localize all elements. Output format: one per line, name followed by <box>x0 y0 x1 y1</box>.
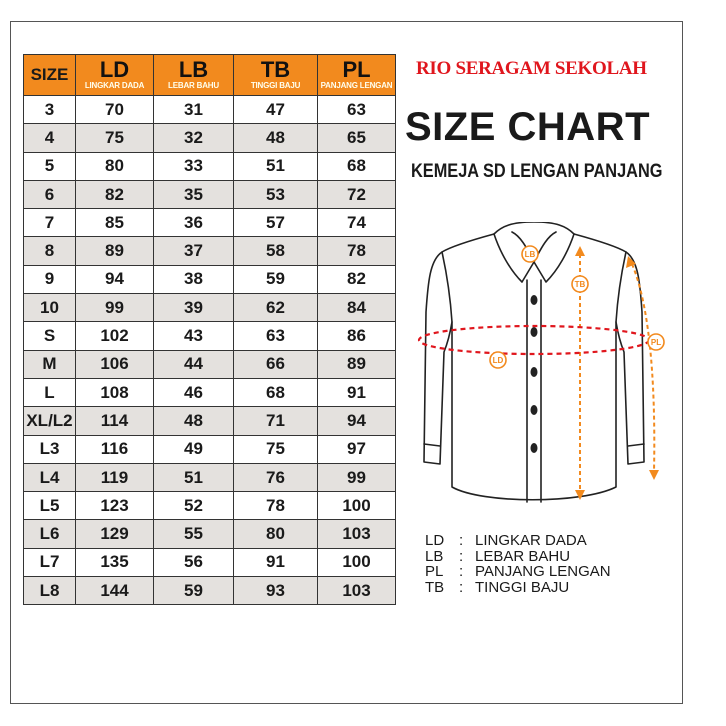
header-code: TB <box>260 57 291 82</box>
table-row <box>24 265 396 293</box>
table-row <box>24 492 396 520</box>
value-cell: 53 <box>234 180 318 208</box>
table-row <box>24 378 396 406</box>
header-ld <box>76 55 154 96</box>
value-cell: 47 <box>234 96 318 124</box>
value-cell: 89 <box>318 350 396 378</box>
table-row <box>24 152 396 180</box>
header-row <box>24 55 396 96</box>
value-cell: 84 <box>318 294 396 322</box>
ld-badge <box>490 352 506 368</box>
header-sub: LINGKAR DADA <box>84 81 145 90</box>
header-lb <box>154 55 234 96</box>
header-code: LD <box>99 57 130 82</box>
value-cell: 116 <box>76 435 154 463</box>
size-cell: 10 <box>24 294 76 322</box>
value-cell: 80 <box>234 520 318 548</box>
value-cell: 75 <box>234 435 318 463</box>
pl-arrow-head-bottom <box>649 470 659 480</box>
size-cell: 7 <box>24 209 76 237</box>
size-cell: L4 <box>24 463 76 491</box>
tb-badge <box>572 276 588 292</box>
value-cell: 71 <box>234 407 318 435</box>
size-cell: L6 <box>24 520 76 548</box>
value-cell: 51 <box>154 463 234 491</box>
page-title: SIZE CHART <box>405 105 650 149</box>
shirt-diagram <box>412 222 674 512</box>
value-cell: 129 <box>76 520 154 548</box>
legend-sep: : <box>459 547 464 565</box>
legend-value: TINGGI BAJU <box>475 578 570 596</box>
value-cell: 44 <box>154 350 234 378</box>
ld-badge-label: LD <box>492 356 504 365</box>
value-cell: 63 <box>318 96 396 124</box>
size-cell: 6 <box>24 180 76 208</box>
value-cell: 58 <box>234 237 318 265</box>
value-cell: 114 <box>76 407 154 435</box>
legend-row <box>425 549 611 565</box>
table-row <box>24 96 396 124</box>
value-cell: 56 <box>154 548 234 576</box>
header-sub: PANJANG LENGAN <box>320 81 393 90</box>
size-cell: 4 <box>24 124 76 152</box>
legend-sep: : <box>459 563 464 580</box>
table-row <box>24 548 396 576</box>
legend-row <box>425 533 611 549</box>
legend-sep: : <box>459 532 464 549</box>
value-cell: 68 <box>318 152 396 180</box>
size-cell: L5 <box>24 492 76 520</box>
value-cell: 51 <box>234 152 318 180</box>
value-cell: 46 <box>154 378 234 406</box>
size-cell: L7 <box>24 548 76 576</box>
value-cell: 36 <box>154 209 234 237</box>
value-cell: 49 <box>154 435 234 463</box>
value-cell: 80 <box>76 152 154 180</box>
size-table <box>23 54 396 605</box>
value-cell: 82 <box>76 180 154 208</box>
lb-badge-label: LB <box>524 250 536 259</box>
value-cell: 32 <box>154 124 234 152</box>
value-cell: 74 <box>318 209 396 237</box>
legend-value: PANJANG LENGAN <box>475 563 611 580</box>
value-cell: 94 <box>318 407 396 435</box>
value-cell: 63 <box>234 322 318 350</box>
tb-arrow-head-bottom <box>575 490 585 500</box>
value-cell: 65 <box>318 124 396 152</box>
value-cell: 97 <box>318 435 396 463</box>
table-row <box>24 577 396 605</box>
size-cell: 8 <box>24 237 76 265</box>
size-table-body <box>24 96 396 605</box>
table-row <box>24 463 396 491</box>
value-cell: 94 <box>76 265 154 293</box>
header-sub: TINGGI BAJU <box>250 81 301 90</box>
value-cell: 38 <box>154 265 234 293</box>
value-cell: 78 <box>318 237 396 265</box>
value-cell: 70 <box>76 96 154 124</box>
legend-key: PL <box>425 563 444 580</box>
value-cell: 93 <box>234 577 318 605</box>
value-cell: 48 <box>154 407 234 435</box>
pl-badge-label: PL <box>650 338 662 347</box>
value-cell: 37 <box>154 237 234 265</box>
header-pl <box>318 55 396 96</box>
size-cell: M <box>24 350 76 378</box>
value-cell: 43 <box>154 322 234 350</box>
header-size-code: SIZE <box>30 65 69 84</box>
legend-key: LD <box>425 532 445 549</box>
value-cell: 99 <box>318 463 396 491</box>
legend-value: LINGKAR DADA <box>475 532 587 549</box>
value-cell: 108 <box>76 378 154 406</box>
legend-row <box>425 564 611 580</box>
value-cell: 103 <box>318 520 396 548</box>
value-cell: 89 <box>76 237 154 265</box>
value-cell: 57 <box>234 209 318 237</box>
table-row <box>24 124 396 152</box>
value-cell: 75 <box>76 124 154 152</box>
value-cell: 52 <box>154 492 234 520</box>
value-cell: 91 <box>318 378 396 406</box>
table-row <box>24 294 396 322</box>
size-cell: XL/L2 <box>24 407 76 435</box>
value-cell: 76 <box>234 463 318 491</box>
value-cell: 78 <box>234 492 318 520</box>
legend-value: LEBAR BAHU <box>475 547 571 565</box>
page-subtitle: KEMEJA SD LENGAN PANJANG <box>411 161 663 182</box>
value-cell: 85 <box>76 209 154 237</box>
value-cell: 86 <box>318 322 396 350</box>
shirt-buttons <box>531 295 538 453</box>
header-tb <box>234 55 318 96</box>
value-cell: 82 <box>318 265 396 293</box>
table-row <box>24 322 396 350</box>
legend-sep: : <box>459 578 464 596</box>
table-row <box>24 520 396 548</box>
table-row <box>24 435 396 463</box>
size-cell: 3 <box>24 96 76 124</box>
value-cell: 33 <box>154 152 234 180</box>
value-cell: 66 <box>234 350 318 378</box>
value-cell: 100 <box>318 548 396 576</box>
value-cell: 123 <box>76 492 154 520</box>
value-cell: 39 <box>154 294 234 322</box>
pl-badge <box>648 334 664 350</box>
size-cell: L <box>24 378 76 406</box>
lb-badge <box>522 246 538 262</box>
value-cell: 102 <box>76 322 154 350</box>
header-size <box>24 55 76 96</box>
value-cell: 55 <box>154 520 234 548</box>
value-cell: 91 <box>234 548 318 576</box>
value-cell: 35 <box>154 180 234 208</box>
value-cell: 103 <box>318 577 396 605</box>
legend-key: LB <box>425 547 444 565</box>
legend <box>425 533 611 595</box>
value-cell: 99 <box>76 294 154 322</box>
table-row <box>24 350 396 378</box>
value-cell: 119 <box>76 463 154 491</box>
value-cell: 31 <box>154 96 234 124</box>
value-cell: 135 <box>76 548 154 576</box>
header-sub: LEBAR BAHU <box>168 81 219 90</box>
legend-key: TB <box>425 578 445 596</box>
value-cell: 68 <box>234 378 318 406</box>
value-cell: 144 <box>76 577 154 605</box>
header-code: LB <box>178 57 209 82</box>
legend-row <box>425 580 611 596</box>
table-row <box>24 237 396 265</box>
value-cell: 72 <box>318 180 396 208</box>
size-cell: L3 <box>24 435 76 463</box>
size-cell: S <box>24 322 76 350</box>
size-cell: 5 <box>24 152 76 180</box>
tb-arrow-head-top <box>575 246 585 256</box>
table-row <box>24 407 396 435</box>
shirt-outline <box>424 222 644 502</box>
brand-name: RIO SERAGAM SEKOLAH <box>416 58 647 79</box>
value-cell: 100 <box>318 492 396 520</box>
table-row <box>24 180 396 208</box>
size-cell: L8 <box>24 577 76 605</box>
table-row <box>24 209 396 237</box>
value-cell: 48 <box>234 124 318 152</box>
value-cell: 59 <box>154 577 234 605</box>
header-code: PL <box>342 57 371 82</box>
value-cell: 106 <box>76 350 154 378</box>
size-cell: 9 <box>24 265 76 293</box>
tb-badge-label: TB <box>574 280 586 289</box>
value-cell: 59 <box>234 265 318 293</box>
value-cell: 62 <box>234 294 318 322</box>
